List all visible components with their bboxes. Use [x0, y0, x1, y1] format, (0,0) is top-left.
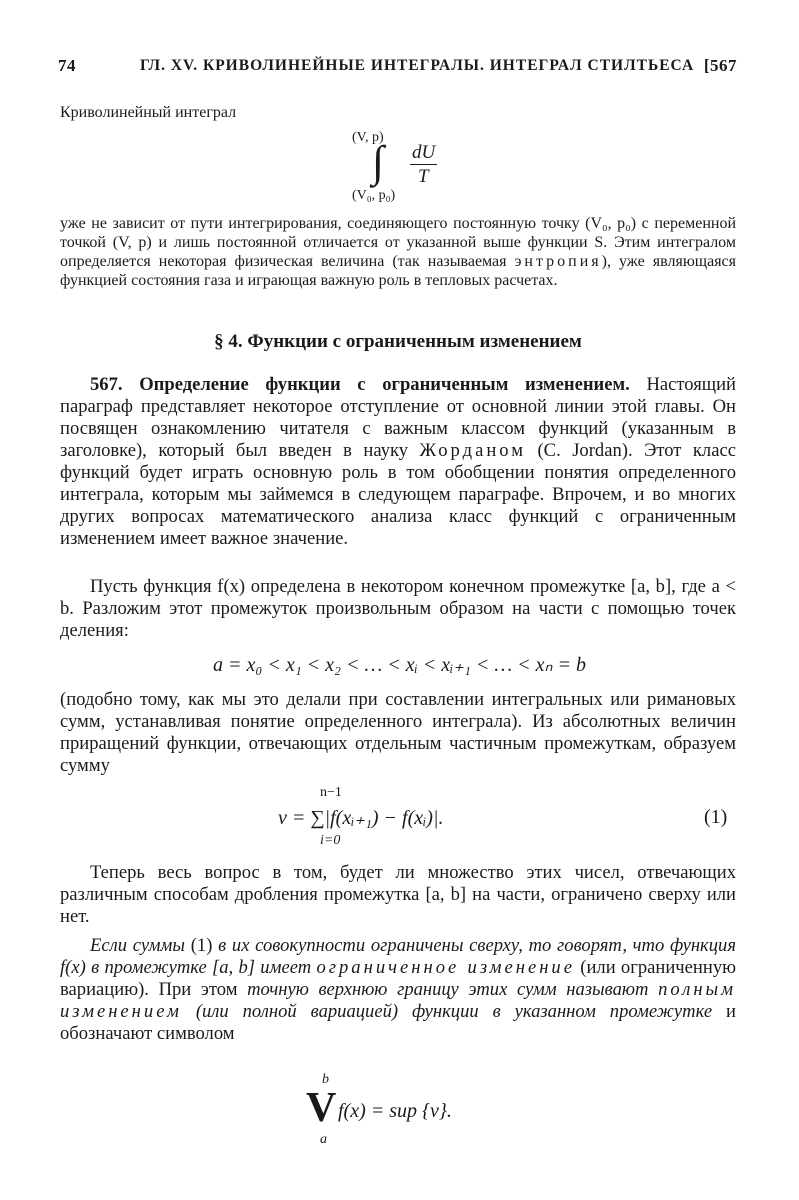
jordan-name: Жорданом: [419, 440, 526, 461]
page-header: [58, 56, 737, 82]
intro-lead: Криволинейный интеграл: [60, 104, 237, 121]
variation-symbol: V: [306, 1085, 337, 1131]
integral-lower-limit: (V₀, p₀): [352, 188, 396, 203]
art567-p1: 567. Определение функции с ограниченным изменением. Настоящий параграф представляет некоторое отступление от основной линии этой главы. Он посвящен ознакомлению читателя с важным классом функций (указанным в заголовке), который был введен в науку Жорданом (C. Jordan). Этот класс функций будет играть основную роль в том обобщении понятия определенного интеграла, которым мы займемся в следующем параграфе. Впрочем, и во многих других вопросах математического анализа класс функций с ограниченным изменением имеет важное значение.: [60, 374, 736, 549]
entropy-term: энтропия: [514, 253, 602, 270]
equation-number: (1): [704, 806, 728, 828]
integral-formula: [352, 130, 472, 210]
page-number-right: [567: [703, 56, 737, 75]
section-title: § 4. Функции с ограниченным изменением: [214, 331, 582, 352]
sum-body: v = ∑|f(xᵢ₊₁) − f(xᵢ)|.: [278, 807, 444, 829]
running-title: ГЛ. XV. КРИВОЛИНЕЙНЫЕ ИНТЕГРАЛЫ. ИНТЕГРАЛ СТИЛТЬЕСА: [140, 57, 695, 74]
art567-heading: 567. Определение функции с ограниченным изменением.: [90, 374, 630, 395]
sum-upper-limit: n−1: [320, 785, 342, 800]
variation-upper-limit: b: [322, 1072, 329, 1087]
total-variation-term: полным изменением: [60, 979, 736, 1022]
integral-upper-limit: (V, p): [352, 130, 384, 145]
partition-formula: a = x₀ < x₁ < x₂ < … < xᵢ < xᵢ₊₁ < … < xₙ = b: [213, 654, 586, 676]
art567-p4: Теперь весь вопрос в том, будет ли множество этих чисел, отвечающих различным способам дробления промежутка [a, b] на части, ограничено сверху или нет.: [60, 862, 736, 927]
art567-p3: (подобно тому, как мы это делали при составлении интегральных или римановых сумм, устанавливая понятие определенного интеграла). Из абсолютных величин приращений функции, отвечающих отдельным частичным промежуткам, образуем сумму: [60, 689, 736, 776]
art567-p2: Пусть функция f(x) определена в некотором конечном промежутке [a, b], где a < b. Разложим этот промежуток произвольным образом на части с помощью точек деления:: [60, 576, 736, 641]
integrand-numerator: dU: [412, 142, 436, 163]
variation-body: f(x) = sup {v}.: [338, 1100, 452, 1122]
variation-formula: [304, 1072, 544, 1152]
integral-sign: ∫: [372, 137, 385, 186]
variation-lower-limit: a: [320, 1132, 327, 1147]
sum-formula: [278, 785, 558, 855]
intro-paragraph: уже не зависит от пути интегрирования, соединяющего постоянную точку (V₀, p₀) с переменной точкой (V, p) и лишь постоянной отличается от указанной выше функции S. Этим интегралом определяется некоторая физическая величина (так называемая энтропия), уже являющаяся функцией состояния газа и играющая важную роль в тепловых расчетах.: [60, 215, 737, 289]
integrand-denominator: T: [418, 166, 429, 187]
bounded-variation-term: ограниченное изменение: [316, 957, 575, 978]
art567-p5: Если суммы (1) в их совокупности ограничены сверху, то говорят, что функция f(x) в промежутке [a, b] имеет ограниченное изменение (или ограниченную вариацию). При этом точную верхнюю границу этих сумм называют полным изменением (или полной вариацией) функции в указанном промежутке и обозначают символом: [60, 935, 737, 1044]
page-number-left: 74: [58, 56, 76, 75]
sum-lower-limit: i=0: [320, 833, 341, 848]
